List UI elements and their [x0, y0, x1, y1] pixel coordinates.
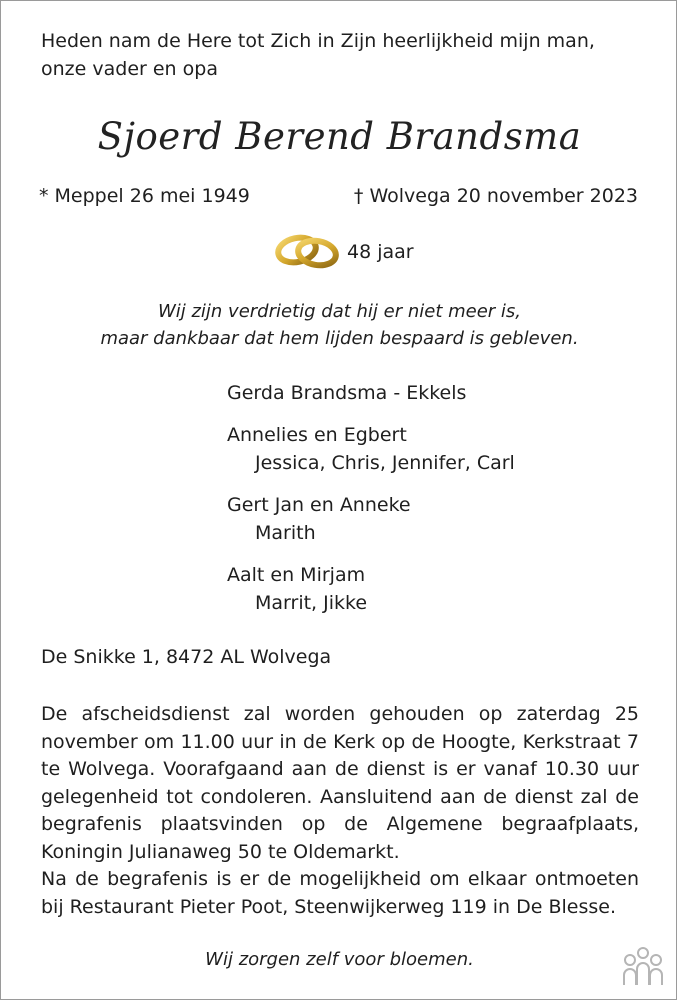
flowers-note: Wij zorgen zelf voor bloemen.	[205, 949, 474, 970]
grandchildren-names: Marith	[255, 522, 316, 544]
intro-line-1: Heden nam de Here tot Zich in Zijn heerlijkheid mijn man,	[41, 30, 595, 52]
grandchildren-names: Marrit, Jikke	[255, 592, 368, 614]
quote-line-1: Wij zijn verdrietig dat hij er niet meer is,	[157, 301, 522, 322]
quote-line-2: maar dankbaar dat hem lijden bespaard is gebleven.	[100, 328, 579, 349]
memorial-quote	[1, 298, 677, 352]
death-date: † Wolvega 20 november 2023	[353, 185, 638, 207]
family-group	[227, 561, 515, 617]
marriage-years: 48 jaar	[347, 241, 414, 263]
family-group	[227, 491, 515, 547]
birth-date: * Meppel 26 mei 1949	[39, 185, 250, 207]
couple-name: Gert Jan en Anneke	[227, 494, 411, 516]
wedding-rings-icon	[273, 230, 341, 272]
people-group-logo-icon	[621, 945, 665, 987]
intro-line-2: onze vader en opa	[41, 58, 218, 80]
family-list	[227, 379, 515, 631]
service-details	[41, 701, 639, 921]
service-text: De afscheidsdienst zal worden gehouden op zaterdag 25 november om 11.00 uur in de Kerk op de Hoogte, Kerkstraat 7 te Wolvega. Voorafgaand aan de dienst is er vanaf 10.30 uur gelegenheid tot condoleren. Aansluitend aan de dienst zal de begrafenis plaatsvinden op de Algemene begraafplaats, Koningin Julianaweg 50 te Oldemarkt.	[41, 703, 639, 863]
intro-text	[41, 27, 641, 83]
couple-name: Aalt en Mirjam	[227, 564, 366, 586]
deceased-name: Sjoerd Berend Brandsma	[97, 115, 582, 158]
reception-text: Na de begrafenis is er de mogelijkheid om elkaar ontmoeten bij Restaurant Pieter Poot, Steenwijkerweg 119 in De Blesse.	[41, 868, 639, 918]
family-group	[227, 421, 515, 477]
spouse-name: Gerda Brandsma - Ekkels	[227, 382, 467, 404]
home-address: De Snikke 1, 8472 AL Wolvega	[41, 646, 332, 668]
couple-name: Annelies en Egbert	[227, 424, 407, 446]
grandchildren-names: Jessica, Chris, Jennifer, Carl	[255, 452, 515, 474]
